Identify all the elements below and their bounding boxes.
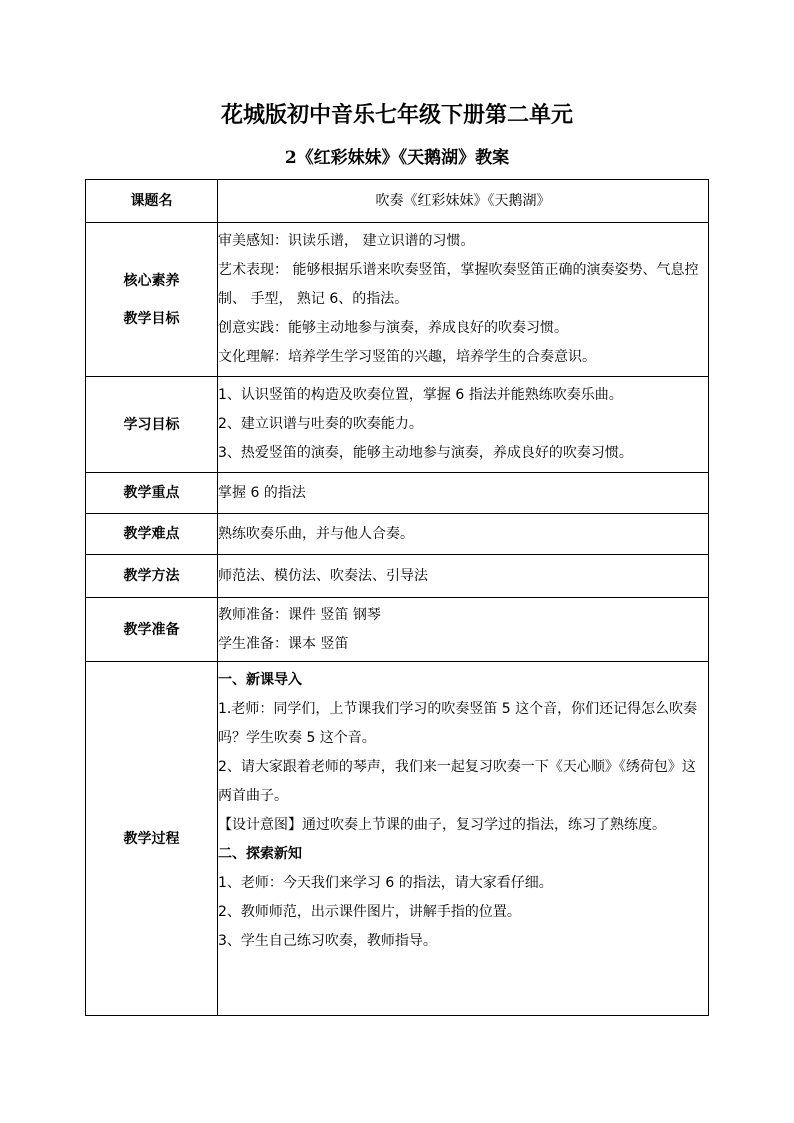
topic-value: 吹奏《红彩妹妹》《天鹅湖》 bbox=[218, 180, 709, 223]
row-key-point bbox=[86, 473, 709, 514]
row-core-goals bbox=[86, 223, 709, 377]
process-paragraph: 1、老师：今天我们来学习 6 的指法，请大家看仔细。 bbox=[218, 875, 553, 891]
key-point-value: 掌握 6 的指法 bbox=[218, 473, 709, 514]
learning-goal-1: 1、认识竖笛的构造及吹奏位置，掌握 6 指法并能熟练吹奏乐曲。 bbox=[218, 387, 623, 403]
student-preparation: 学生准备：课本 竖笛 bbox=[218, 635, 349, 652]
difficulty-value: 熟练吹奏乐曲，并与他人合奏。 bbox=[218, 514, 709, 555]
process-section-explore: 二、探索新知 bbox=[218, 846, 302, 862]
process-content bbox=[218, 662, 709, 1016]
process-label: 教学过程 bbox=[86, 662, 218, 1016]
core-goal-culture: 文化理解：培养学生学习竖笛的兴趣，培养学生的合奏意识。 bbox=[218, 349, 596, 365]
core-goals-label-line1: 核心素养 bbox=[123, 272, 180, 289]
row-method bbox=[86, 555, 709, 598]
core-goal-creative: 创意实践：能够主动地参与演奏，养成良好的吹奏习惯。 bbox=[218, 320, 568, 336]
row-process bbox=[86, 662, 709, 1016]
process-section-intro: 一、新课导入 bbox=[218, 672, 302, 688]
row-difficulty bbox=[86, 514, 709, 555]
core-goals-label bbox=[86, 223, 218, 377]
learning-goal-3: 3、热爱竖笛的演奏，能够主动地参与演奏，养成良好的吹奏习惯。 bbox=[218, 445, 633, 461]
core-goals-label-line2: 教学目标 bbox=[123, 310, 180, 327]
method-value: 师范法、模仿法、吹奏法、引导法 bbox=[218, 555, 709, 598]
process-paragraph: 2、教师师范，出示课件图片，讲解手指的位置。 bbox=[218, 904, 521, 920]
process-paragraph: 2、请大家跟着老师的琴声，我们来一起复习吹奏一下《天心顺》《绣荷包》这两首曲子。 bbox=[218, 759, 696, 804]
topic-label: 课题名 bbox=[86, 180, 218, 223]
teacher-preparation: 教师准备：课件 竖笛 钢琴 bbox=[218, 606, 381, 623]
core-goal-art: 艺术表现： 能够根据乐谱来吹奏竖笛，掌握吹奏竖笛正确的演奏姿势、气息控制、 手型， 熟记 6、的指法。 bbox=[218, 262, 699, 307]
row-topic bbox=[86, 180, 709, 223]
process-paragraph: 3、学生自己练习吹奏，教师指导。 bbox=[218, 933, 437, 949]
document-title: 花城版初中音乐七年级下册第二单元 bbox=[220, 102, 573, 128]
lesson-plan-table bbox=[85, 179, 709, 1016]
learning-goals-label: 学习目标 bbox=[86, 377, 218, 473]
row-preparation bbox=[86, 598, 709, 662]
process-design-intent: 【设计意图】通过吹奏上节课的曲子，复习学过的指法，练习了熟练度。 bbox=[218, 817, 666, 833]
document-subtitle: 2《红彩妹妹》《天鹅湖》教案 bbox=[284, 148, 510, 168]
core-goal-aesthetic: 审美感知：识读乐谱， 建立识谱的习惯。 bbox=[218, 233, 475, 249]
preparation-label: 教学准备 bbox=[86, 598, 218, 662]
difficulty-label: 教学难点 bbox=[86, 514, 218, 555]
learning-goals-content bbox=[218, 377, 709, 473]
method-label: 教学方法 bbox=[86, 555, 218, 598]
learning-goal-2: 2、建立识谱与吐奏的吹奏能力。 bbox=[218, 416, 423, 432]
key-point-label: 教学重点 bbox=[86, 473, 218, 514]
preparation-content bbox=[218, 598, 709, 662]
process-paragraph: 1.老师：同学们，上节课我们学习的吹奏竖笛 5 这个音，你们还记得怎么吹奏吗？学生吹奏 5 这个音。 bbox=[218, 701, 698, 746]
core-goals-content bbox=[218, 223, 709, 377]
row-learning-goals bbox=[86, 377, 709, 473]
